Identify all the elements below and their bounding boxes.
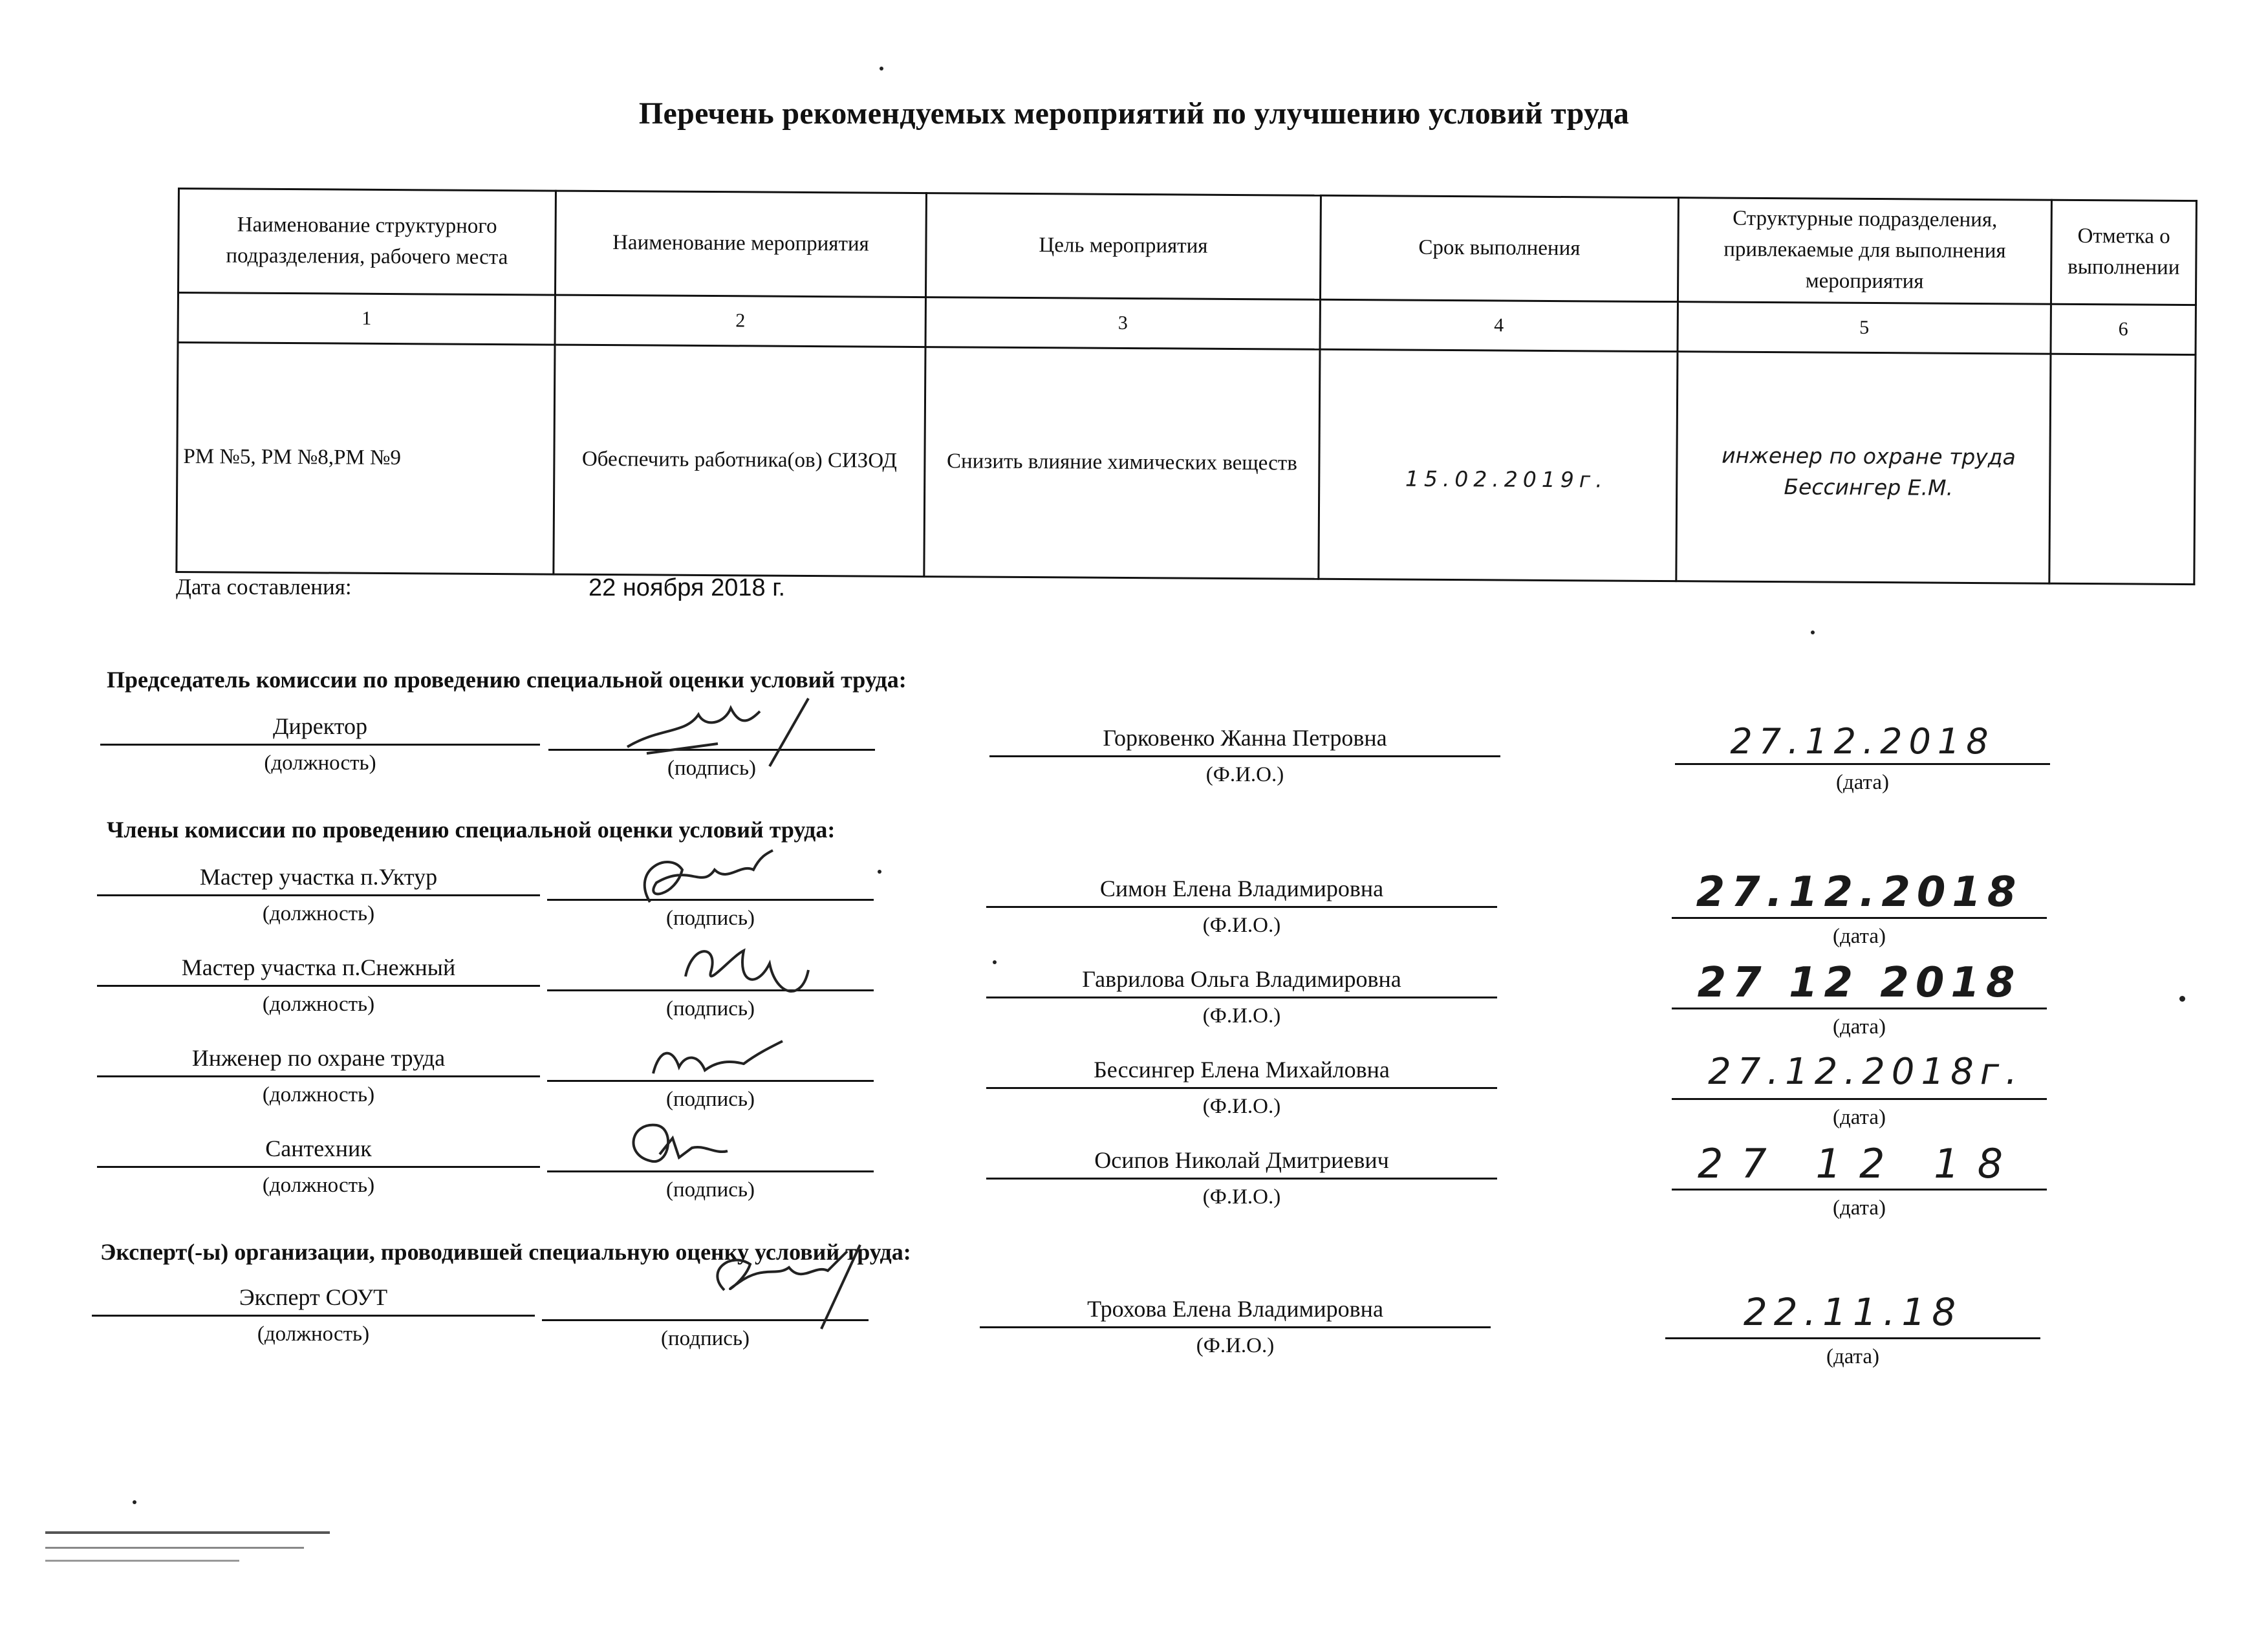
position-line [92, 1315, 535, 1317]
fio-caption: (Ф.И.О.) [1202, 914, 1281, 937]
cell-workplace: РМ №5, РМ №8,РМ №9 [177, 343, 555, 575]
measures-table [175, 188, 2198, 585]
member-date-handwritten: 27.12.2018г. [1708, 1051, 2024, 1093]
signature-caption: (подпись) [666, 1178, 755, 1202]
date-caption: (дата) [1832, 1015, 1886, 1039]
column-number: 6 [2051, 304, 2196, 354]
expert-signature-scribble [705, 1238, 873, 1335]
members-heading: Члены комиссии по проведению специальной оценки условий труда: [107, 817, 836, 843]
column-number: 4 [1320, 299, 1678, 351]
scan-speck [133, 1500, 136, 1504]
member-signature-scribble [624, 1116, 734, 1174]
fio-line [989, 755, 1500, 757]
scan-speck [2179, 996, 2185, 1002]
date-caption: (дата) [1832, 1106, 1886, 1129]
signature-caption: (подпись) [666, 1088, 755, 1111]
signature-caption: (подпись) [661, 1327, 750, 1350]
position-caption: (должность) [262, 902, 375, 925]
cell-goal: Снизить влияние химических веществ [924, 347, 1320, 579]
fio-line [986, 1087, 1497, 1089]
header-deadline: Срок выполнения [1320, 195, 1678, 301]
date-line [1672, 1098, 2047, 1100]
scan-edge-smudge [45, 1531, 330, 1534]
member-signature-scribble [647, 1035, 789, 1086]
fio-caption: (Ф.И.О.) [1196, 1334, 1275, 1357]
cell-measure: Обеспечить работника(ов) СИЗОД [554, 345, 925, 576]
fio-caption: (Ф.И.О.) [1202, 1095, 1281, 1118]
position-line [100, 744, 540, 746]
column-number: 3 [925, 297, 1320, 350]
date-caption: (дата) [1826, 1345, 1880, 1368]
column-number: 5 [1678, 302, 2051, 354]
fio-caption: (Ф.И.О.) [1202, 1004, 1281, 1028]
member-position: Мастер участка п.Уктур [199, 864, 438, 890]
header-workplace: Наименование структурного подразделения, рабочего места [178, 189, 556, 296]
member-signature-scribble [631, 844, 786, 915]
compiled-date-label: Дата составления: [176, 574, 352, 599]
member-name: Бессингер Елена Михайловна [1094, 1057, 1390, 1083]
member-name: Гаврилова Ольга Владимировна [1082, 966, 1401, 992]
member-signature-scribble [673, 931, 821, 1009]
date-caption: (дата) [1832, 1196, 1886, 1220]
header-mark: Отметка о выполнении [2051, 200, 2196, 305]
position-line [97, 894, 540, 896]
position-caption: (должность) [262, 1083, 375, 1106]
position-caption: (должность) [262, 993, 375, 1016]
member-date-handwritten: 27.12.2018 [1696, 868, 2023, 916]
position-line [97, 1075, 540, 1077]
date-caption: (дата) [1835, 771, 1890, 794]
member-position: Мастер участка п.Снежный [181, 954, 456, 980]
date-line [1672, 1008, 2047, 1009]
date-line [1675, 763, 2050, 765]
expert-date-handwritten: 22.11.18 [1743, 1290, 1963, 1334]
scan-edge-smudge [45, 1560, 239, 1562]
table-header-row [178, 189, 2197, 305]
chairman-heading: Председатель комиссии по проведению специальной оценки условий труда: [107, 667, 907, 693]
column-number: 1 [178, 293, 555, 345]
position-caption: (должность) [257, 1322, 370, 1346]
member-position: Сантехник [265, 1136, 372, 1161]
fio-line [986, 906, 1497, 908]
table-row [177, 343, 2196, 585]
position-line [97, 985, 540, 987]
member-date-handwritten: 27 12 18 [1697, 1140, 2022, 1187]
column-number: 2 [555, 295, 925, 347]
expert-position: Эксперт СОУТ [239, 1284, 388, 1310]
fio-line [986, 1178, 1497, 1180]
fio-line [980, 1326, 1491, 1328]
chairman-signature-scribble [621, 689, 815, 779]
date-line [1665, 1337, 2040, 1339]
compiled-date-value: 22 ноября 2018 г. [589, 574, 785, 601]
member-date-handwritten: 27 12 2018 [1697, 959, 2022, 1007]
fio-line [986, 997, 1497, 998]
member-name: Осипов Николай Дмитриевич [1094, 1147, 1389, 1173]
scan-speck [878, 870, 881, 874]
header-departments: Структурные подразделения, привлекаемые для выполнения мероприятия [1678, 198, 2051, 305]
position-caption: (должность) [262, 1174, 375, 1197]
date-line [1672, 917, 2047, 919]
chairman-date-handwritten: 27.12.2018 [1730, 721, 1995, 762]
date-line [1672, 1189, 2047, 1191]
fio-caption: (Ф.И.О.) [1205, 763, 1284, 786]
member-name: Симон Елена Владимировна [1099, 876, 1384, 901]
header-measure: Наименование мероприятия [555, 191, 926, 297]
scan-edge-smudge [45, 1547, 304, 1549]
cell-deadline-handwritten: 15.02.2019г. [1319, 349, 1678, 581]
fio-caption: (Ф.И.О.) [1202, 1185, 1281, 1209]
member-position: Инженер по охране труда [191, 1045, 446, 1071]
cell-mark [2049, 354, 2196, 584]
expert-name: Трохова Елена Владимировна [1087, 1296, 1383, 1322]
scan-speck [880, 67, 883, 70]
date-caption: (дата) [1832, 925, 1886, 948]
header-goal: Цель мероприятия [925, 193, 1321, 300]
expert-heading: Эксперт(-ы) организации, проводившей специальную оценку условий труда: [100, 1239, 911, 1265]
chairman-position: Директор [272, 713, 368, 739]
position-line [97, 1166, 540, 1168]
signature-caption: (подпись) [666, 997, 755, 1020]
page-title: Перечень рекомендуемых мероприятий по улучшению условий труда [638, 96, 1630, 131]
scan-speck [1811, 630, 1815, 634]
position-caption: (должность) [264, 751, 376, 775]
signature-caption: (подпись) [666, 907, 755, 930]
scan-speck [993, 960, 997, 964]
cell-departments-handwritten: инженер по охране труда Бессингер Е.М. [1676, 352, 2051, 584]
chairman-name: Горковенко Жанна Петровна [1103, 725, 1387, 751]
signature-caption: (подпись) [667, 757, 756, 780]
